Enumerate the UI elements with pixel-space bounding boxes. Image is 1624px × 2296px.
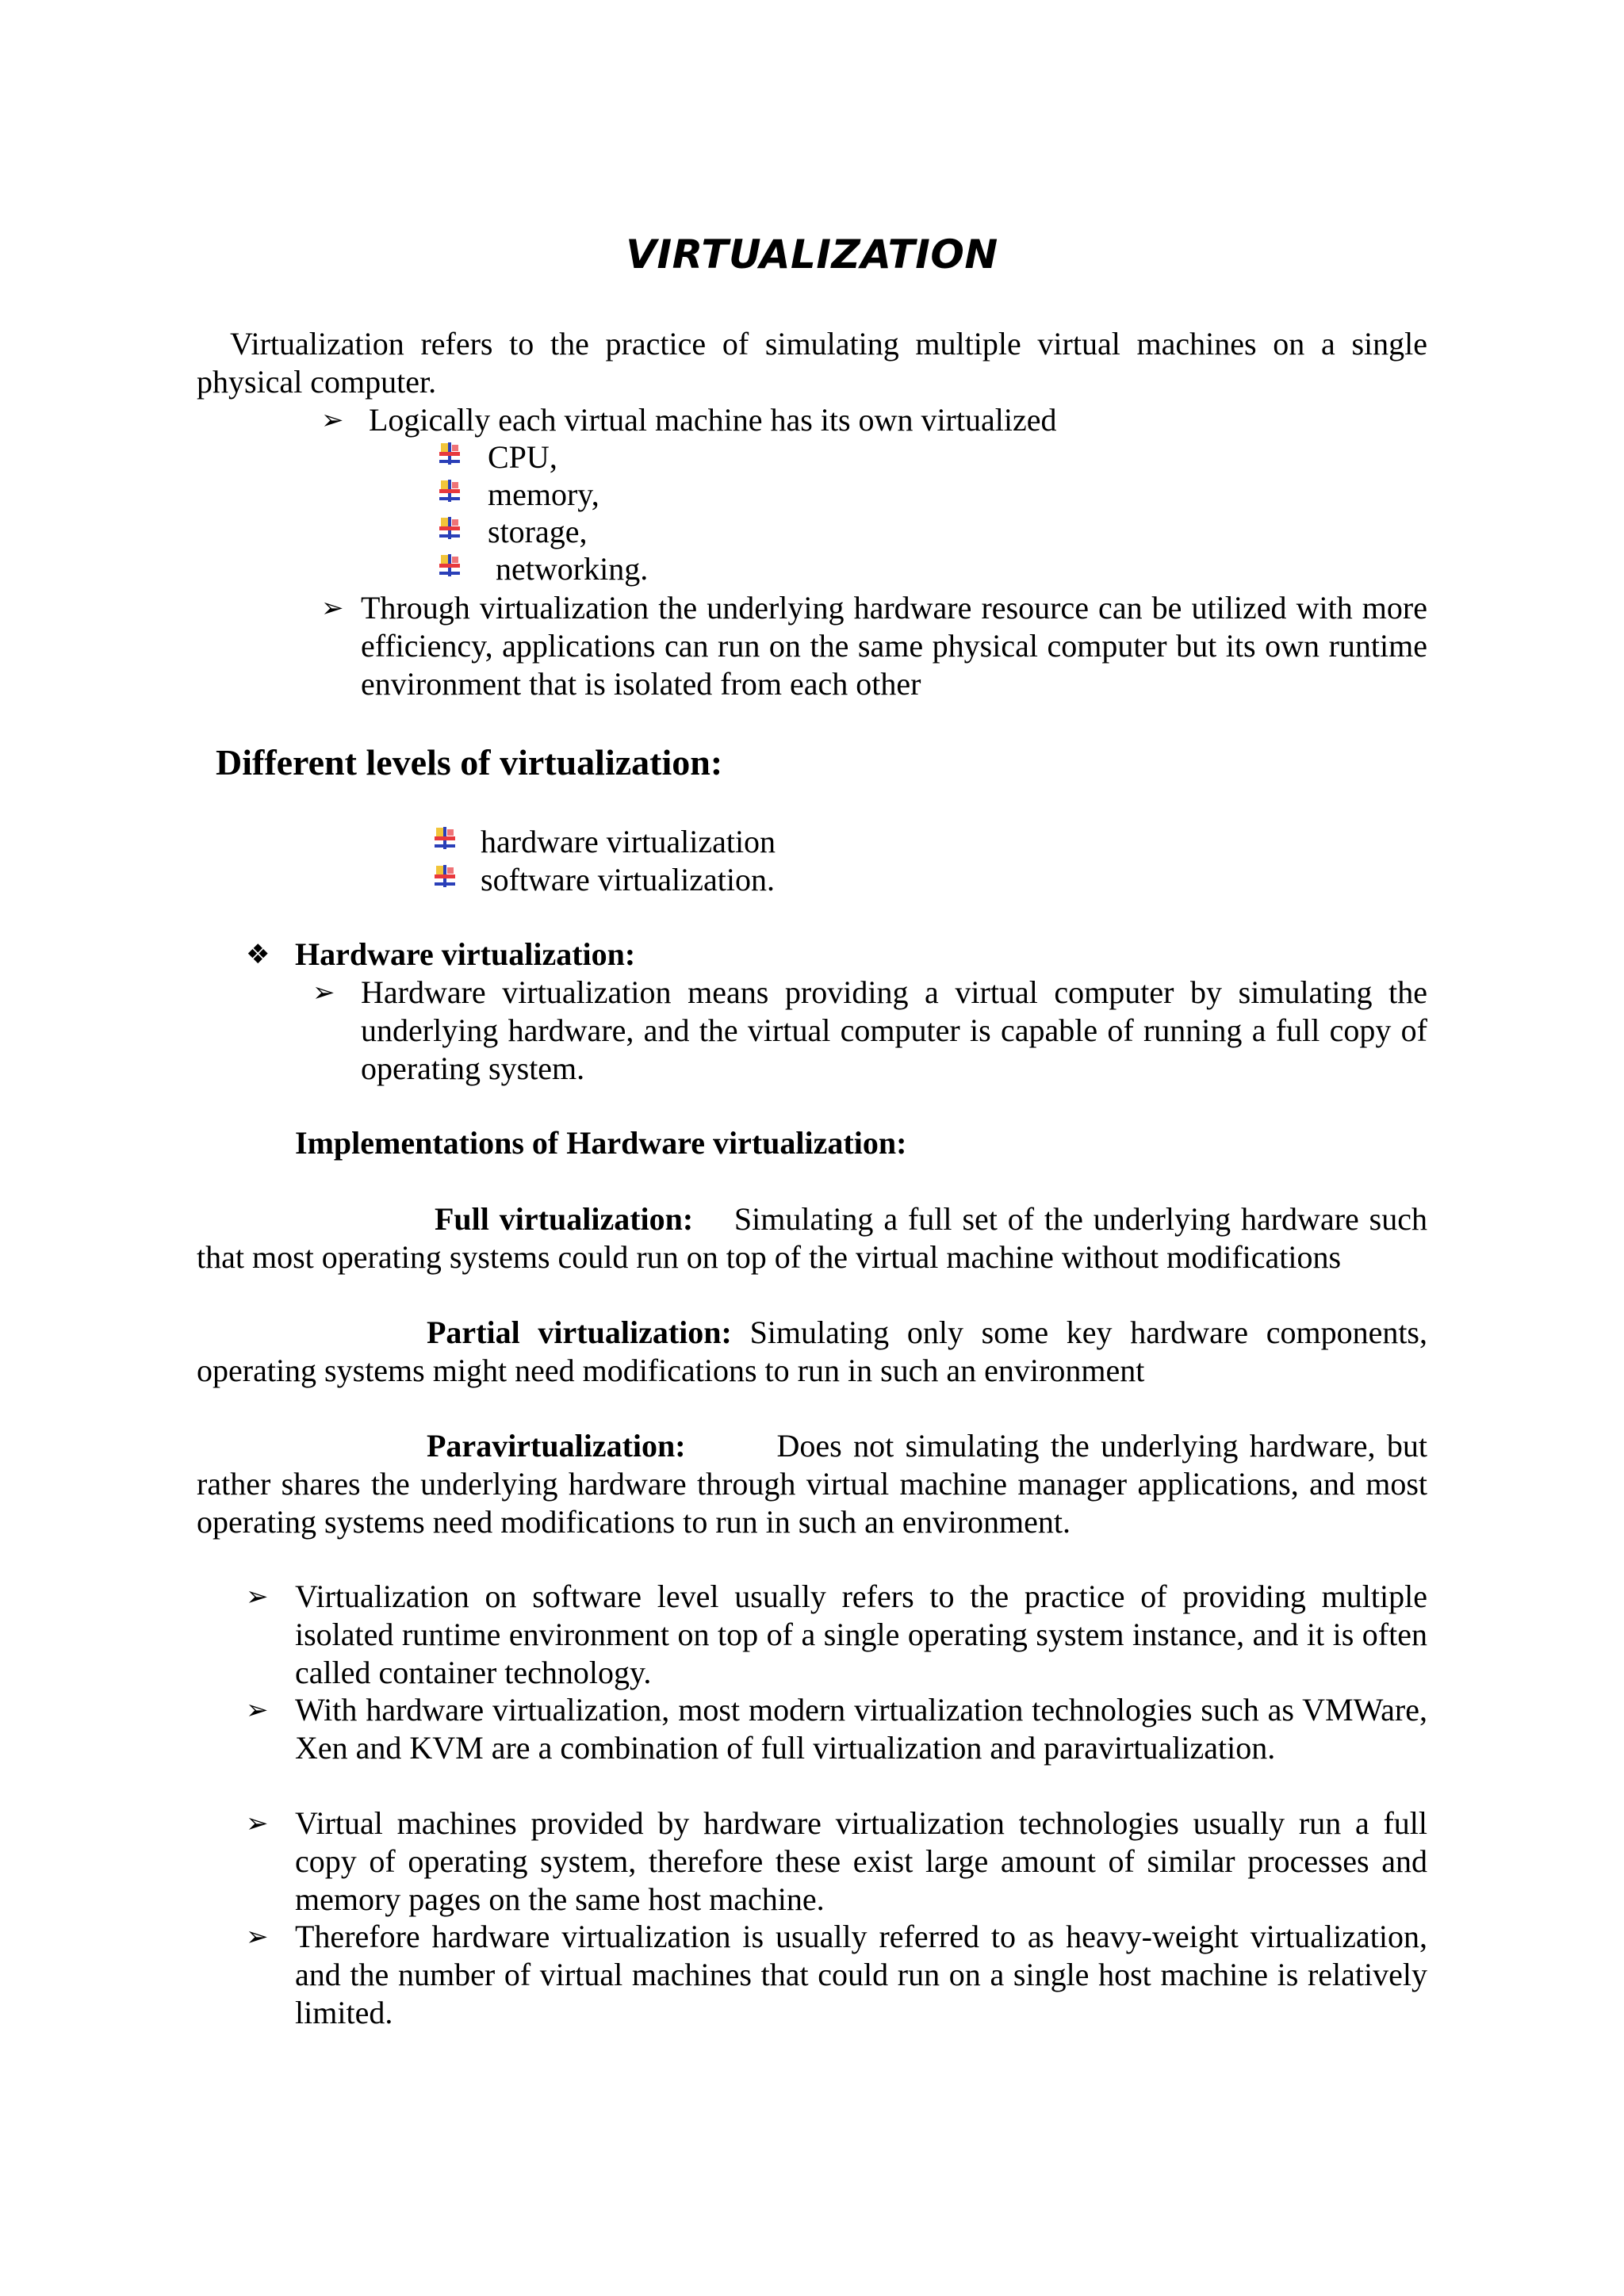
ribbon-bullet-icon (438, 442, 462, 467)
point-heavy-weight: Therefore hardware virtualization is usually referred to as heavy-weight virtualization, and the number of virtual machines that could run on a single host machine is relatively limited. (295, 1919, 1427, 2030)
full-virtualization-paragraph (197, 1200, 1427, 1276)
arrow-bullet-icon: ➢ (246, 1808, 269, 1839)
paravirtualization-label: Paravirtualization: (427, 1428, 686, 1464)
diamond-bullet-icon: ❖ (246, 939, 270, 970)
partial-virtualization-text: Simulating only some key hardware components, operating systems might need modifications to run in such an environment (197, 1314, 1428, 1388)
resource-item: memory, (488, 476, 599, 512)
levels-heading: Different levels of virtualization: (216, 742, 723, 783)
resource-item: CPU, (488, 439, 557, 475)
arrow-bullet-icon: ➢ (246, 1921, 269, 1953)
ribbon-bullet-icon (438, 516, 462, 541)
ribbon-bullet-icon (433, 826, 457, 851)
ribbon-bullet-icon (433, 864, 457, 890)
hardware-heading: Hardware virtualization: (295, 936, 636, 972)
ribbon-bullet-icon (438, 479, 462, 504)
levels-item: software virtualization. (481, 862, 775, 897)
arrow-bullet-icon: ➢ (312, 977, 335, 1008)
arrow-bullet-icon: ➢ (321, 592, 344, 624)
arrow-bullet-icon: ➢ (321, 404, 344, 436)
intro-point-1: Logically each virtual machine has its own virtualized (369, 402, 1057, 438)
levels-item: hardware virtualization (481, 824, 776, 859)
point-hardware-technologies: With hardware virtualization, most modern virtualization technologies such as VMWare, Xen and KVM are a combination of full virtualization and paravirtualization. (295, 1692, 1427, 1766)
full-virtualization-text: Simulating a full set of the underlying hardware such that most operating systems could run on top of the virtual machine without modifications (197, 1201, 1427, 1275)
paravirtualization-paragraph (197, 1427, 1427, 1541)
ribbon-bullet-icon (438, 553, 462, 579)
page-title: VIRTUALIZATION (626, 232, 998, 277)
implementations-heading: Implementations of Hardware virtualization: (295, 1125, 907, 1161)
partial-virtualization-paragraph (197, 1314, 1427, 1390)
intro-paragraph: Virtualization refers to the practice of simulating multiple virtual machines on a single physical computer. (197, 326, 1427, 400)
intro-point-2: Through virtualization the underlying hardware resource can be utilized with more efficiency, applications can run on the same physical computer but its own runtime environment that is isolated from each other (361, 590, 1427, 702)
arrow-bullet-icon: ➢ (246, 1581, 269, 1613)
hardware-description: Hardware virtualization means providing a virtual computer by simulating the underlying hardware, and the virtual computer is capable of running a full copy of operating system. (361, 974, 1427, 1086)
resource-item: storage, (488, 514, 588, 549)
full-virtualization-label: Full virtualization: (435, 1201, 694, 1237)
paravirtualization-text: Does not simulating the underlying hardware, but rather shares the underlying hardware through virtual machine manager applications, and most operating systems need modifications to run in such an environment. (197, 1428, 1427, 1540)
arrow-bullet-icon: ➢ (246, 1694, 269, 1726)
point-software-level: Virtualization on software level usually refers to the practice of providing multiple isolated runtime environment on top of a single operating system instance, and it is often called container technology. (295, 1578, 1427, 1690)
point-virtual-machines: Virtual machines provided by hardware virtualization technologies usually run a full copy of operating system, therefore these exist large amount of similar processes and memory pages on the same host machine. (295, 1805, 1427, 1917)
partial-virtualization-label: Partial virtualization: (427, 1314, 732, 1350)
resource-item: networking. (496, 551, 649, 587)
